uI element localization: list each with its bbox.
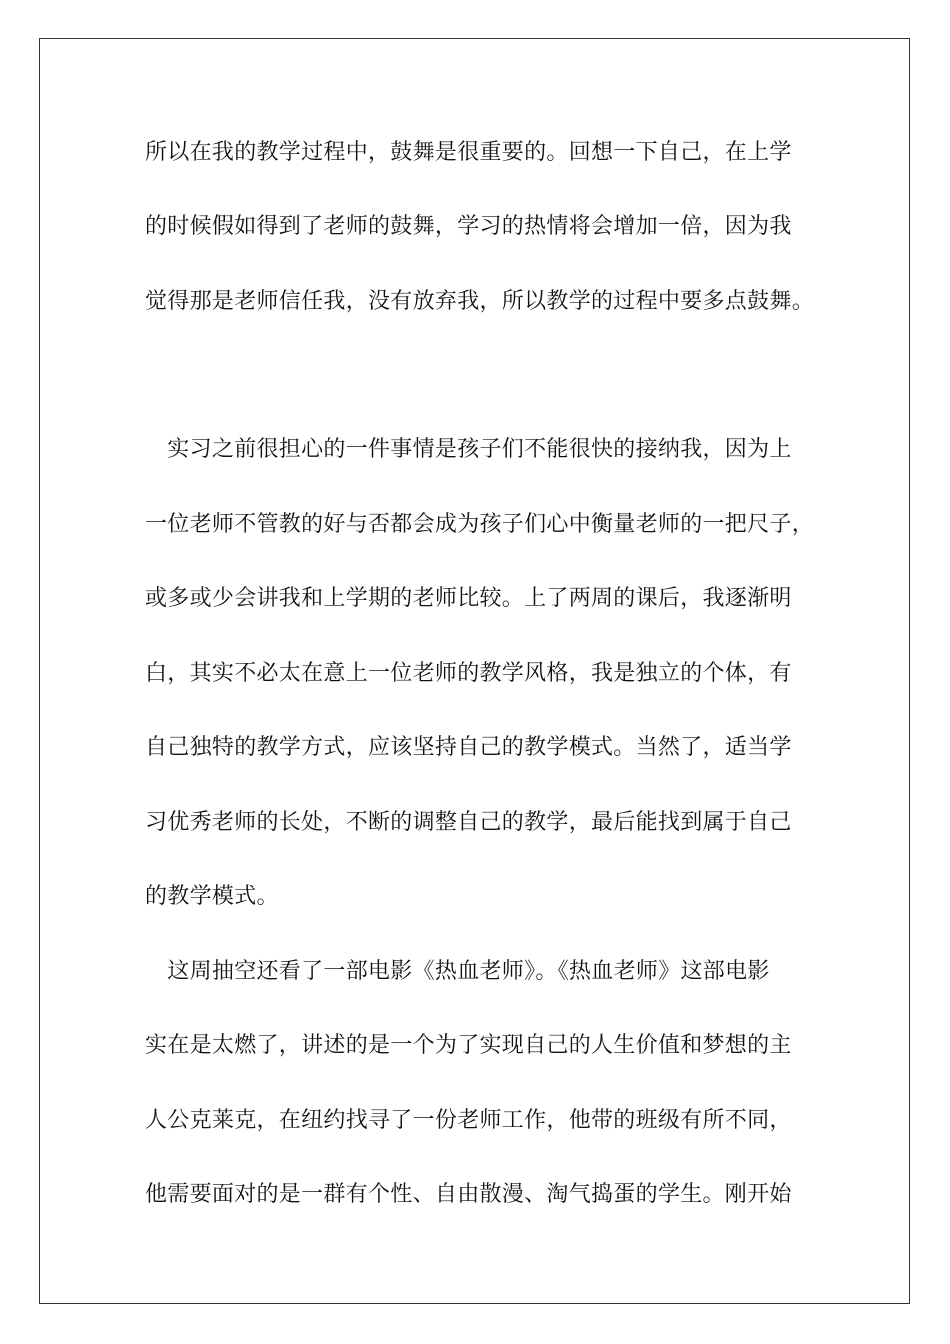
text-line: 或多或少会讲我和上学期的老师比较。上了两周的课后，我逐渐明	[145, 586, 792, 611]
text-line: 实习之前很担心的一件事情是孩子们不能很快的接纳我，因为上	[145, 437, 792, 462]
text-line: 一位老师不管教的好与否都会成为孩子们心中衡量老师的一把尺子，	[145, 512, 815, 537]
text-line: 所以在我的教学过程中，鼓舞是很重要的。回想一下自己，在上学	[145, 140, 792, 165]
text-line: 习优秀老师的长处，不断的调整自己的教学，最后能找到属于自己	[145, 810, 792, 835]
text-line: 的教学模式。	[145, 884, 279, 909]
text-line: 这周抽空还看了一部电影《热血老师》。《热血老师》这部电影	[145, 959, 770, 984]
text-line: 他需要面对的是一群有个性、自由散漫、淘气捣蛋的学生。刚开始	[145, 1182, 792, 1207]
text-line: 实在是太燃了，讲述的是一个为了实现自己的人生价值和梦想的主	[145, 1033, 792, 1058]
text-line: 自己独特的教学方式，应该坚持自己的教学模式。当然了，适当学	[145, 735, 792, 760]
text-line: 觉得那是老师信任我，没有放弃我，所以教学的过程中要多点鼓舞。	[145, 289, 815, 314]
text-line: 人公克莱克，在纽约找寻了一份老师工作，他带的班级有所不同，	[145, 1108, 792, 1133]
text-line: 白，其实不必太在意上一位老师的教学风格，我是独立的个体，有	[145, 661, 792, 686]
text-line: 的时候假如得到了老师的鼓舞，学习的热情将会增加一倍，因为我	[145, 214, 792, 239]
